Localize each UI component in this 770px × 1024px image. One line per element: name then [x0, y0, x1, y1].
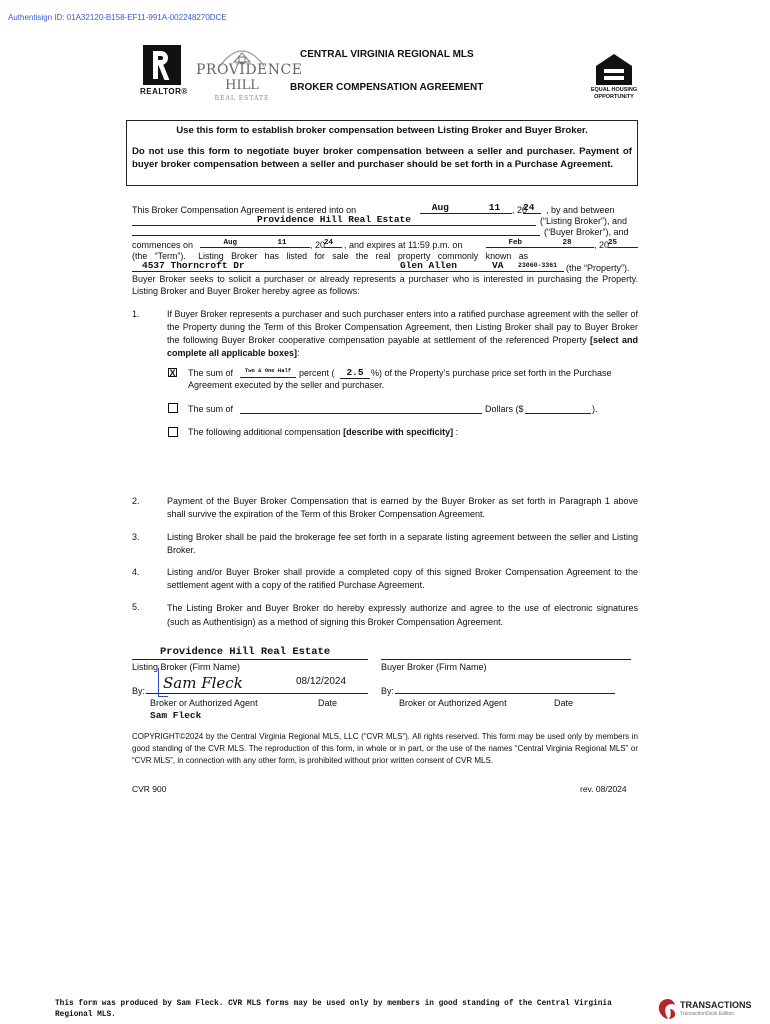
item-2-number: 2. — [132, 496, 140, 506]
listing-by-label: By: — [132, 686, 146, 696]
eho-line2: OPPORTUNITY — [594, 94, 634, 100]
listing-sign-date: 08/12/2024 — [296, 676, 347, 687]
real-estate-text: REAL ESTATE — [214, 95, 270, 102]
dollar-amount-field[interactable] — [525, 402, 591, 414]
item-1-instruction: [select and complete all applicable boxes] — [167, 335, 638, 358]
option-additional-text — [188, 427, 458, 437]
equal-housing-icon — [592, 52, 636, 86]
listing-signature-line[interactable] — [146, 693, 368, 694]
intro-last: Buyer Broker seeks to solicit a purchaser or already represents a purchaser who is interested in purchasing the Property. Listing Broker and Buyer Broker hereby agree as follows: — [132, 274, 638, 296]
transactions-logo — [657, 997, 757, 1021]
buyer-broker-field[interactable] — [132, 225, 540, 236]
option-dollar — [168, 402, 638, 416]
term-text: (the “Term”). Listing Broker has listed for sale the real property commonly known as — [132, 251, 529, 261]
listing-firm-line[interactable] — [132, 659, 368, 660]
listing-firm-name: Providence Hill Real Estate — [160, 646, 331, 658]
end-date-field[interactable]: Feb 28 — [486, 239, 594, 248]
start-year-prefix: , 20 — [310, 240, 326, 250]
property-label: (the “Property”). — [566, 263, 630, 273]
intro-text-1: This Broker Compensation Agreement is entered into on — [132, 205, 357, 215]
expires-text: , and expires at 11:59 p.m. on — [344, 240, 463, 250]
listing-firm-label: Listing Broker (Firm Name) — [132, 662, 241, 672]
option-additional — [168, 426, 638, 438]
form-id: CVR 900 — [132, 784, 167, 794]
item-2-text: Payment of the Buyer Broker Compensation that is earned by the Buyer Broker as set forth in Paragraph 1 above shall survive the expiration of the Term of this Broker Compensation Agreement. — [167, 496, 638, 519]
agreement-date-field[interactable]: Aug 11 — [420, 202, 512, 214]
percent-value-field[interactable]: 2.5 — [340, 367, 370, 379]
option-percent-text-a: The sum of — [188, 368, 234, 378]
property-zip: 23060-3361 — [518, 262, 558, 269]
transactions-sub: TransactionDesk Edition — [680, 1011, 735, 1017]
listing-signature: Sam Fleck — [163, 674, 243, 692]
revision: rev. 08/2024 — [580, 784, 627, 794]
option-dollar-text-c: ). — [592, 404, 598, 414]
percent-words-field[interactable]: Two & One Half — [240, 367, 296, 378]
option-additional-text-a: The following additional compensation — [188, 427, 341, 437]
notice-line2: Do not use this form to negotiate buyer broker compensation between a seller and purchaser. Payment of buyer broker compensation between a seller and purchaser should be set forth in a Purchase Agreement. — [132, 146, 632, 170]
realtor-logo — [140, 45, 190, 97]
transactions-icon — [657, 997, 679, 1021]
intro-paragraph — [132, 202, 638, 297]
listing-date-label: Date — [318, 698, 338, 708]
notice-line1: Use this form to establish broker compensation between Listing Broker and Buyer Broker. — [176, 125, 588, 136]
buyer-firm-line[interactable] — [381, 659, 631, 660]
item-5-text: The Listing Broker and Buyer Broker do hereby expressly authorize and agree to the use of electronic signatures (such as Authentisign) as a method of signing this Broker Compensation Agreement. — [167, 603, 638, 627]
commences-text: commences on — [132, 240, 194, 250]
option-dollar-text-b: Dollars ($ — [485, 404, 524, 414]
producer-note: This form was produced by Sam Fleck. CVR MLS forms may be used only by members in good standing of the Central Virginia Regional MLS. — [55, 1000, 612, 1019]
option-percent-text-b: percent ( — [299, 368, 335, 378]
item-1-text: If Buyer Broker represents a purchaser and such purchaser enters into a ratified purchase agreement with the seller of the Property during the Term of this Broker Compensation Agreement, then Listing Broker shall pay to Buyer Broker the following Buyer Broker cooperative compensation payable at settlement of the referenced Property — [167, 309, 638, 345]
buyer-date-label: Date — [554, 698, 574, 708]
option-dollar-checkbox[interactable] — [168, 403, 178, 413]
option-percent-text-d: Agreement executed by the seller and purchaser. — [188, 380, 385, 390]
buyer-signature-line[interactable] — [395, 693, 615, 694]
listing-broker-label: (“Listing Broker”), and — [540, 216, 628, 226]
providence-text: PROVIDENCE — [196, 62, 303, 78]
start-date-field[interactable]: Aug 11 — [200, 239, 310, 248]
org-title: CENTRAL VIRGINIA REGIONAL MLS — [300, 49, 474, 60]
agreement-year-field[interactable]: 24 — [523, 202, 541, 214]
option-additional-checkbox[interactable] — [168, 427, 178, 437]
form-title: BROKER COMPENSATION AGREEMENT — [290, 82, 484, 93]
option-additional-instruction: [describe with specificity] — [343, 427, 454, 437]
item-1-number: 1. — [132, 309, 140, 319]
listing-agent-label: Broker or Authorized Agent — [150, 698, 258, 708]
item-5-number: 5. — [132, 602, 140, 612]
buyer-firm-label: Buyer Broker (Firm Name) — [381, 662, 487, 672]
property-state: VA — [492, 260, 504, 271]
option-percent-checkbox[interactable]: X — [169, 368, 176, 378]
end-year-prefix: , 20 — [594, 240, 610, 250]
intro-text-2: , by and between — [546, 205, 615, 215]
item-1: If Buyer Broker represents a purchaser and such purchaser enters into a ratified purchase agreement with the seller of the Property during the Term of this Broker Compensation Agreement, then Listing Broker shall pay to Buyer Broker the following Buyer Broker cooperative compensation payable at settlement of the referenced Property [select and complete all applicable boxes]: — [167, 309, 638, 358]
dollar-words-field[interactable] — [240, 402, 482, 414]
option-additional-colon: : — [455, 427, 459, 437]
option-percent-text-c: %) of the Property’s purchase price set forth in the Purchase — [371, 368, 612, 378]
listing-broker-field[interactable]: Providence Hill Real Estate — [132, 214, 536, 226]
start-year-field[interactable]: 24 — [324, 239, 342, 248]
property-city: Glen Allen — [400, 260, 458, 271]
listing-agent-name: Sam Fleck — [150, 710, 202, 721]
year-prefix: , 20 — [512, 205, 528, 215]
equal-housing-logo — [592, 52, 636, 104]
hill-text: HILL — [225, 78, 259, 93]
end-year-field[interactable]: 25 — [608, 239, 638, 248]
item-3-number: 3. — [132, 532, 140, 542]
providence-hill-logo — [196, 40, 303, 104]
item-4-text: Listing and/or Buyer Broker shall provide a completed copy of this signed Broker Compensation Agreement to the settlement agent with a copy of the ratified Purchase Agreement. — [167, 567, 638, 590]
buyer-broker-label: (“Buyer Broker”), and — [544, 227, 629, 237]
realtor-text: REALTOR® — [140, 87, 188, 96]
buyer-agent-label: Broker or Authorized Agent — [399, 698, 507, 708]
eho-line1: EQUAL HOUSING — [590, 87, 638, 93]
item-3-text: Listing Broker shall be paid the brokerage fee set forth in a separate listing agreement between the seller and Listing Broker. — [167, 532, 638, 555]
realtor-block — [143, 45, 181, 85]
transactions-brand: TRANSACTIONS — [680, 1000, 752, 1010]
item-4-number: 4. — [132, 567, 140, 577]
copyright-text: COPYRIGHT©2024 by the Central Virginia Regional MLS, LLC (“CVR MLS”). All rights reserved. This form may be used only by members in good standing of the CVR MLS. The reproduction of this form, in whole or in part, or the use of the names “Central Virginia Regional MLS” or “CVR MLS”, in connection with any other form, is prohibited without prior written consent of CVR MLS. — [132, 732, 638, 765]
notice-box — [126, 120, 638, 186]
authentisign-id: Authentisign ID: 01A32120-B158-EF11-991A-002248270DCE — [8, 13, 227, 22]
buyer-by-label: By: — [381, 686, 395, 696]
option-dollar-text-a: The sum of — [188, 404, 234, 414]
property-street: 4537 Thorncroft Dr — [142, 260, 245, 271]
